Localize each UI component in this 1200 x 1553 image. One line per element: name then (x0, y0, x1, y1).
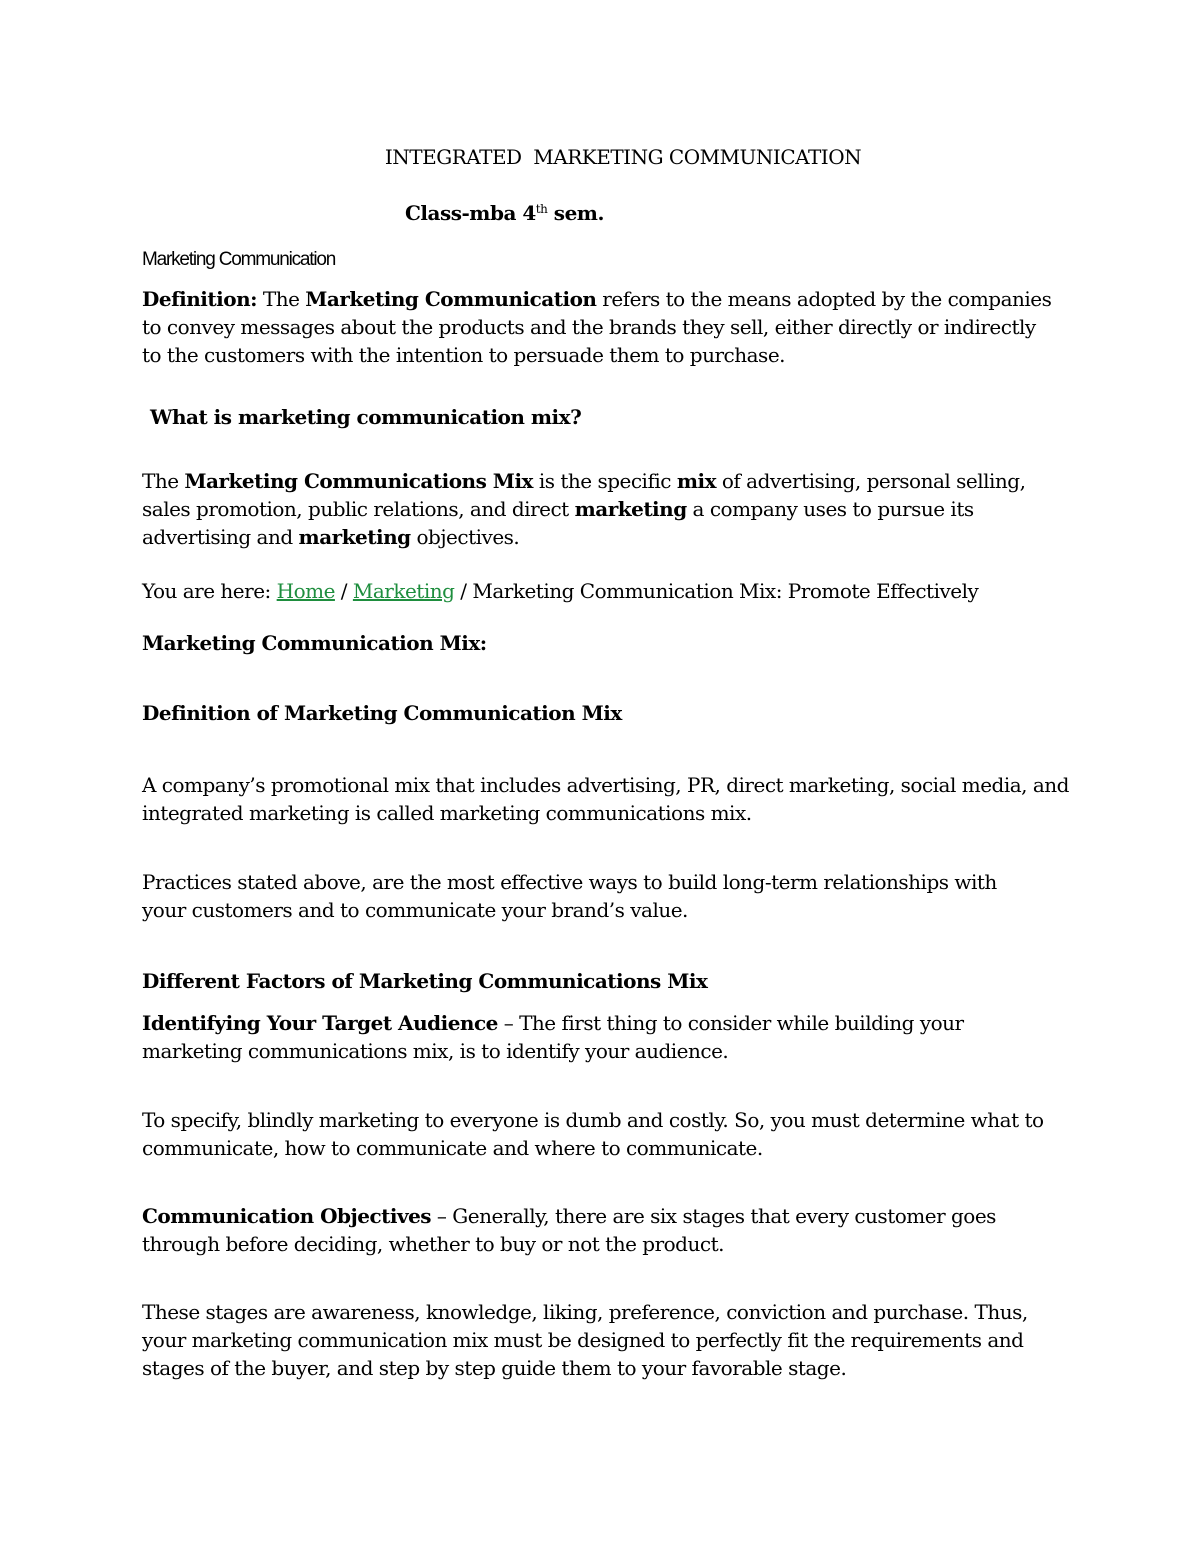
definition-label: Definition: (142, 287, 258, 311)
specify-paragraph: To specify, blindly marketing to everyone is dumb and costly. So, you must determine what to communicate, how to communicate and where to communicate. (142, 1108, 1044, 1160)
mix-paragraph (142, 467, 1042, 551)
class-superscript: th (535, 202, 548, 216)
objectives-paragraph (142, 1202, 1022, 1258)
objectives-text: – Generally, there are six stages that every customer goes through before deciding, whether to buy or not the product. (142, 1204, 996, 1256)
mix-bold-1: Marketing Communications Mix (184, 469, 533, 493)
class-prefix: Class-mba 4 (405, 201, 536, 225)
breadcrumb-separator: / (454, 579, 473, 603)
definition-term: Marketing Communication (305, 287, 597, 311)
breadcrumb-prefix: You are here: (142, 579, 277, 603)
stages-paragraph: These stages are awareness, knowledge, liking, preference, conviction and purchase. Thus, your marketing communication mix must be designed to perfectly fit the requirements and stages of the buyer, and step by step guide them to your favorable stage. (142, 1300, 1028, 1380)
mix-bold-4: marketing (298, 525, 411, 549)
breadcrumb-marketing-link[interactable]: Marketing (352, 579, 455, 603)
heading-factors-text: Different Factors of Marketing Communications Mix (142, 969, 708, 993)
breadcrumb-home-link[interactable]: Home (276, 579, 335, 603)
mix-text-4: a company uses to pursue its advertising and (142, 497, 974, 549)
breadcrumb (142, 577, 1072, 605)
audience-text: – The first thing to consider while building your marketing communications mix, is to identify your audience. (142, 1011, 964, 1063)
mix-text-1: The (142, 469, 185, 493)
heading-mix (142, 629, 1072, 657)
company-paragraph: A company’s promotional mix that includes advertising, PR, direct marketing, social media, and integrated marketing is called marketing communications mix. (142, 773, 1069, 825)
heading-mix-text: Marketing Communication Mix: (142, 631, 487, 655)
class-suffix: sem. (547, 201, 604, 225)
definition-text-1: The (257, 287, 306, 311)
question-heading (150, 403, 1080, 431)
class-info (405, 195, 604, 227)
mix-text-2: is the specific (532, 469, 677, 493)
question-text: What is marketing communication mix? (150, 405, 582, 429)
heading-definition-text: Definition of Marketing Communication Mix (142, 701, 622, 725)
breadcrumb-separator: / (334, 579, 353, 603)
mix-text-5: objectives. (410, 525, 520, 549)
heading-factors (142, 967, 1072, 995)
document-title: INTEGRATED MARKETING COMMUNICATION (384, 145, 862, 169)
breadcrumb-current: Marketing Communication Mix: Promote Effectively (472, 579, 979, 603)
heading-definition (142, 699, 1072, 727)
definition-text-2: refers to the means adopted by the companies to convey messages about the products and the brands they sell, either directly or indirectly to the customers with the intention to persuade them to purchase. (142, 287, 1052, 367)
mix-text-3: of advertising, personal selling, sales promotion, public relations, and direct (142, 469, 1026, 521)
audience-paragraph (142, 1009, 1002, 1065)
audience-label: Identifying Your Target Audience (142, 1011, 498, 1035)
mix-bold-3: marketing (574, 497, 687, 521)
definition-paragraph (142, 285, 1052, 369)
mix-bold-2: mix (676, 469, 716, 493)
objectives-label: Communication Objectives (142, 1204, 432, 1228)
section-heading: Marketing Communication (142, 249, 336, 270)
practices-paragraph: Practices stated above, are the most effective ways to build long-term relationships with your customers and to communicate your brand’s value. (142, 870, 997, 922)
